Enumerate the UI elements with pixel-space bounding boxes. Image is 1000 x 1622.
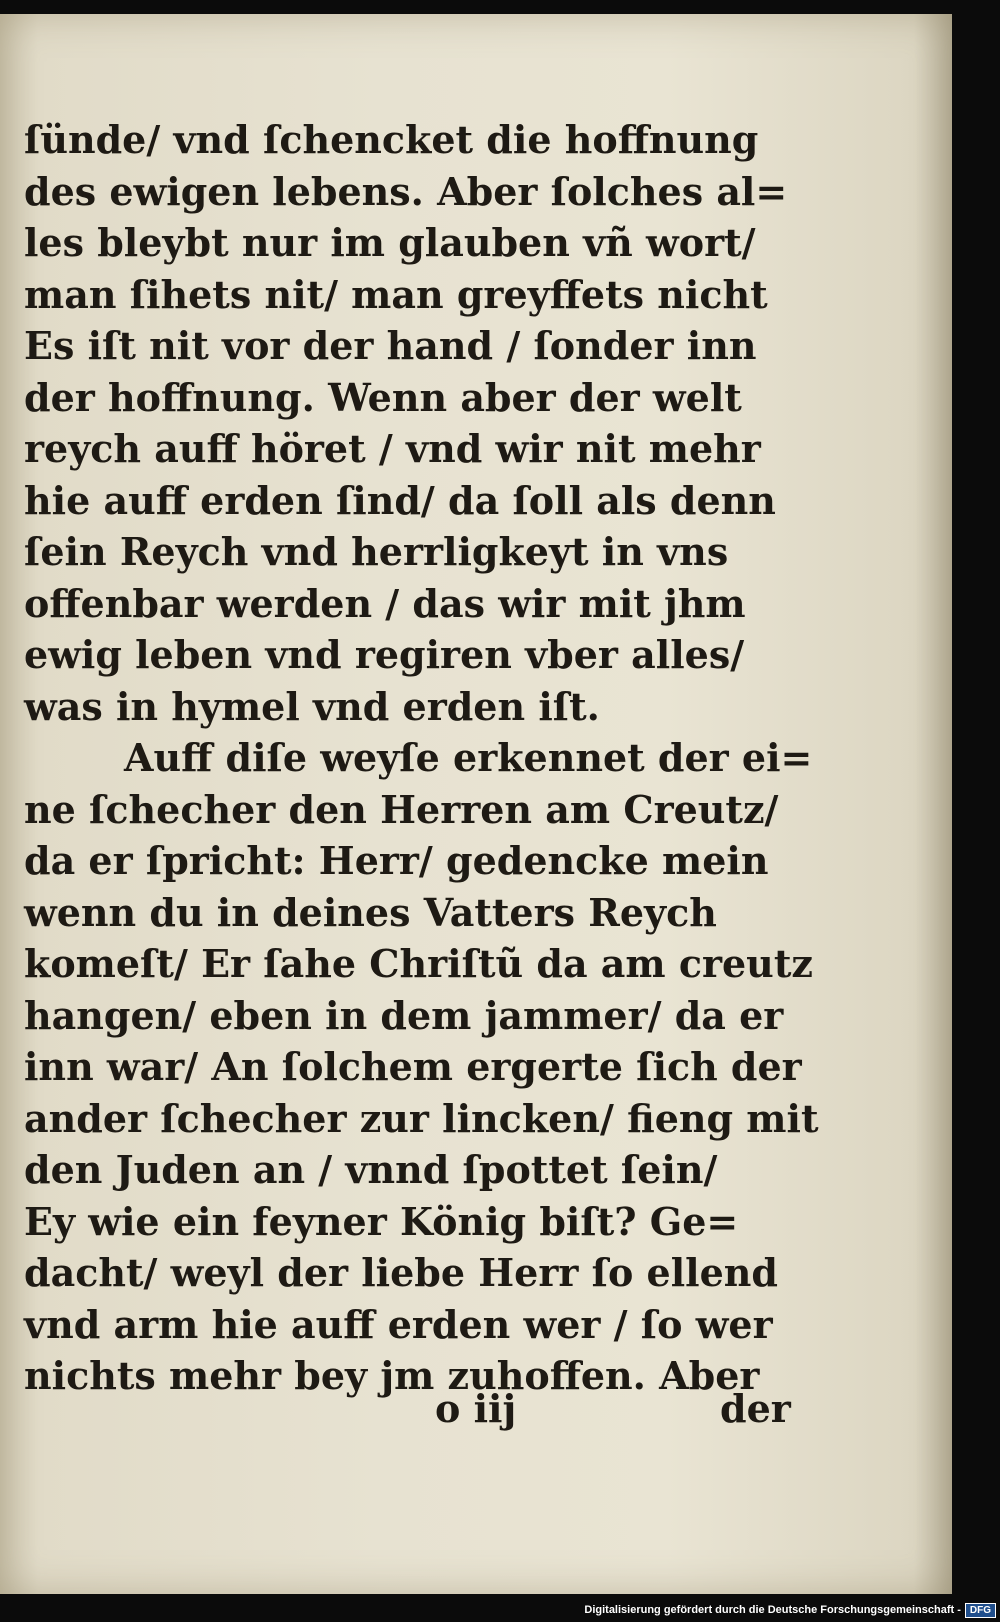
text-line: nichts mehr bey jm zuhoffen. Aber xyxy=(24,1353,760,1398)
credit-text: Digitalisierung gefördert durch die Deutsche Forschungsgemeinschaft - xyxy=(584,1604,961,1616)
text-line: inn war/ An ſolchem ergerte ſich der xyxy=(24,1044,802,1089)
text-line: ander ſchecher zur lincken/ fieng mit xyxy=(24,1095,819,1141)
digitization-credit xyxy=(584,1602,996,1618)
text-line: was in hymel vnd erden iſt. xyxy=(24,683,600,729)
text-line: vnd arm hie auff erden wer / ſo wer xyxy=(24,1301,773,1347)
text-line: Es iſt nit vor der hand / ſonder inn xyxy=(24,323,757,368)
text-line: der hoffnung. Wenn aber der welt xyxy=(24,374,742,420)
text-line: ewig leben vnd regiren vber alles/ xyxy=(24,632,745,677)
dfg-logo: DFG xyxy=(965,1603,996,1618)
text-line: hie auff erden ſind/ da ſoll als denn xyxy=(24,477,776,523)
text-line: den Juden an / vnnd ſpottet ſein/ xyxy=(24,1147,718,1192)
paragraph-start-line: Auff diſe weyſe erkennet der ei= xyxy=(124,735,813,780)
text-line: ſünde/ vnd ſchencket die hoffnung xyxy=(24,117,759,162)
text-line: da er ſpricht: Herr/ gedencke mein xyxy=(24,838,769,883)
text-line: hangen/ eben in dem jammer/ da er xyxy=(24,992,784,1038)
text-line: Ey wie ein feyner König biſt? Ge= xyxy=(24,1198,739,1244)
text-line: offenbar werden / das wir mit jhm xyxy=(24,580,746,626)
text-line: reych auff höret / vnd wir nit mehr xyxy=(24,426,761,471)
text-line: dacht/ weyl der liebe Herr ſo ellend xyxy=(24,1250,778,1295)
catchword: der xyxy=(720,1386,791,1431)
text-line: komeſt/ Er ſahe Chriſtũ da am creutz xyxy=(24,941,813,986)
book-page xyxy=(0,14,952,1594)
text-line: ne ſchecher den Herren am Creutz/ xyxy=(24,786,779,832)
body-text xyxy=(24,114,819,1402)
text-line: wenn du in deines Vatters Reych xyxy=(24,889,717,935)
text-line: des ewigen lebens. Aber ſolches al= xyxy=(24,168,788,214)
text-line: les bleybt nur im glauben vñ wort/ xyxy=(24,220,756,265)
text-line: man ſihets nit/ man greyffets nicht xyxy=(24,271,768,317)
signature-mark: o iij xyxy=(435,1386,517,1431)
text-line: ſein Reych vnd herrligkeyt in vns xyxy=(24,529,729,574)
